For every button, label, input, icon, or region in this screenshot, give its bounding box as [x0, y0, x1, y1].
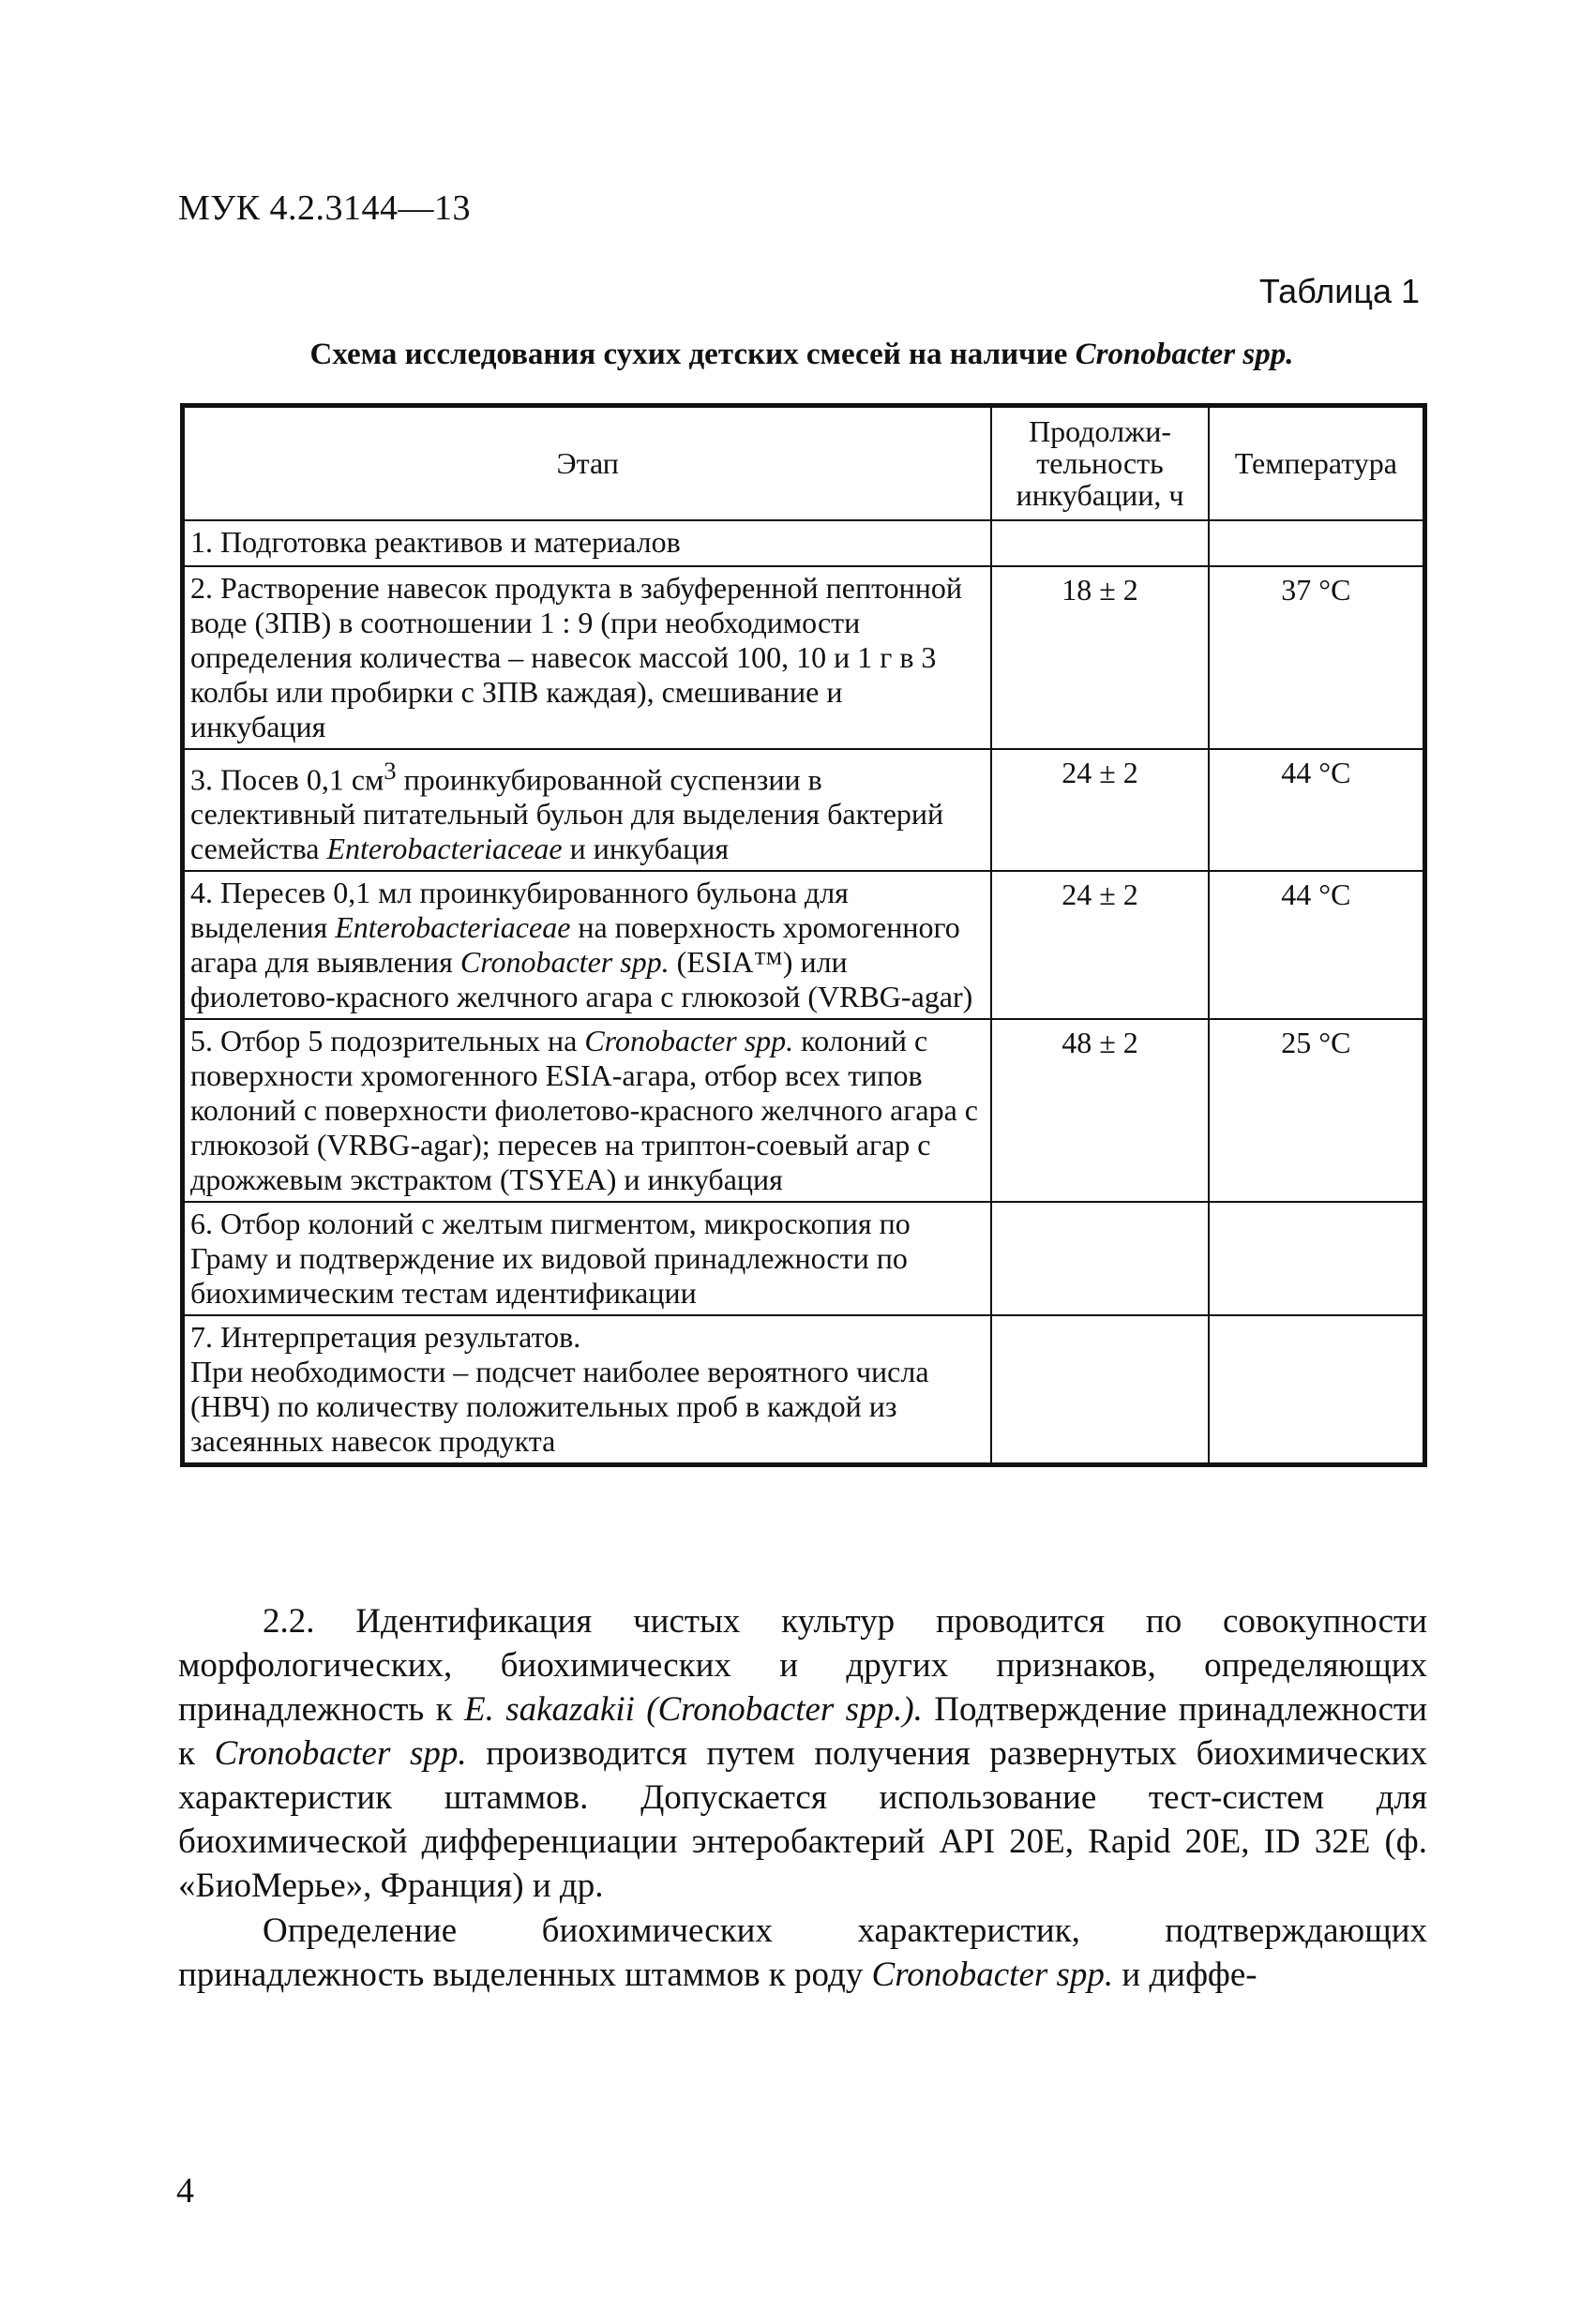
table-row: [183, 566, 1425, 749]
temperature-cell: [1209, 1202, 1425, 1315]
stage-cell: 4. Пересев 0,1 мл проинкубированного бульона для выделения Enterobacteriaceae на поверхность хромогенного агара для выявления Cronobacter spp. (ESIA™) или фиолетово-красного желчного агара с глюкозой (VRBG-agar): [183, 871, 992, 1019]
temperature-cell: [1209, 1315, 1425, 1465]
duration-cell: [991, 520, 1208, 566]
table-row: [183, 1019, 1425, 1202]
stage-cell: 5. Отбор 5 подозрительных на Cronobacter spp. колоний с поверхности хромогенного ESIA-агара, отбор всех типов колоний с поверхности фиолетово-красного желчного агара с глюкозой (VRBG-agar); пересев на триптон-соевый агар с дрожжевым экстрактом (TSYEA) и инкубация: [183, 1019, 992, 1202]
stage-cell: 7. Интерпретация результатов. При необходимости – подсчет наиболее вероятного числа (НВЧ) по количеству положительных проб в каждой из засеянных навесок продукта: [183, 1315, 992, 1465]
page-number: 4: [176, 2171, 194, 2211]
temperature-cell: 37 °С: [1209, 566, 1425, 749]
table-row: [183, 1202, 1425, 1315]
table-row: [183, 749, 1425, 872]
table-label: Таблица 1: [1258, 272, 1420, 310]
table-header-row: [183, 406, 1425, 520]
duration-cell: 24 ± 2: [991, 749, 1208, 872]
table-title-organism: Cronobacter spp.: [1075, 337, 1294, 371]
column-header-duration: Продолжи-тельность инкубации, ч: [991, 406, 1208, 520]
table-title: [178, 337, 1425, 372]
table-row: [183, 871, 1425, 1019]
temperature-cell: 25 °С: [1209, 1019, 1425, 1202]
duration-cell: 48 ± 2: [991, 1019, 1208, 1202]
stage-cell: 1. Подготовка реактивов и материалов: [183, 520, 992, 566]
research-scheme-table: [180, 403, 1427, 1467]
stage-cell: 3. Посев 0,1 $см^3$ проинкубированной суспензии в селективный питательный бульон для выделения бактерий семейства Enterobacteriaceae и инкубация: [183, 749, 992, 872]
temperature-cell: 44 °С: [1209, 749, 1425, 872]
duration-cell: 18 ± 2: [991, 566, 1208, 749]
table-row: [183, 1315, 1425, 1465]
table-body: [183, 520, 1425, 1465]
document-code: МУК 4.2.3144—13: [178, 188, 472, 228]
duration-cell: [991, 1315, 1208, 1465]
table-title-text: Схема исследования сухих детских смесей на наличие: [309, 337, 1076, 371]
temperature-cell: [1209, 520, 1425, 566]
stage-cell: 2. Растворение навесок продукта в забуференной пептонной воде (ЗПВ) в соотношении 1 : 9 (при необходимости определения количества – навесок массой 100, 10 и 1 г в 3 колбы или пробирки с ЗПВ каждая), смешивание и инкубация: [183, 566, 992, 749]
duration-cell: 24 ± 2: [991, 871, 1208, 1019]
table-row: [183, 520, 1425, 566]
paragraph-identification: 2.2. Идентификация чистых культур проводится по совокупности морфологических, биохимических и других признаков, определяющих принадлежность к E. sakazakii (Cronobacter spp.). Подтверждение принадлежности к Cronobacter spp. производится путем получения развернутых биохимических характеристик штаммов. Допускается использование тест-систем для биохимической дифференциации энтеробактерий API 20E, Rapid 20E, ID 32E (ф. «БиоМерье», Франция) и др.: [178, 1602, 1428, 1905]
column-header-stage: Этап: [183, 406, 992, 520]
paragraph-biochemical: Определение биохимических характеристик, подтверждающих принадлежность выделенных штаммов к роду Cronobacter spp. и диффе-: [178, 1912, 1427, 1994]
duration-cell: [991, 1202, 1208, 1315]
temperature-cell: 44 °С: [1209, 871, 1425, 1019]
column-header-temperature: Температура: [1209, 406, 1425, 520]
stage-cell: 6. Отбор колоний с желтым пигментом, микроскопия по Граму и подтверждение их видовой принадлежности по биохимическим тестам идентификации: [183, 1202, 992, 1315]
